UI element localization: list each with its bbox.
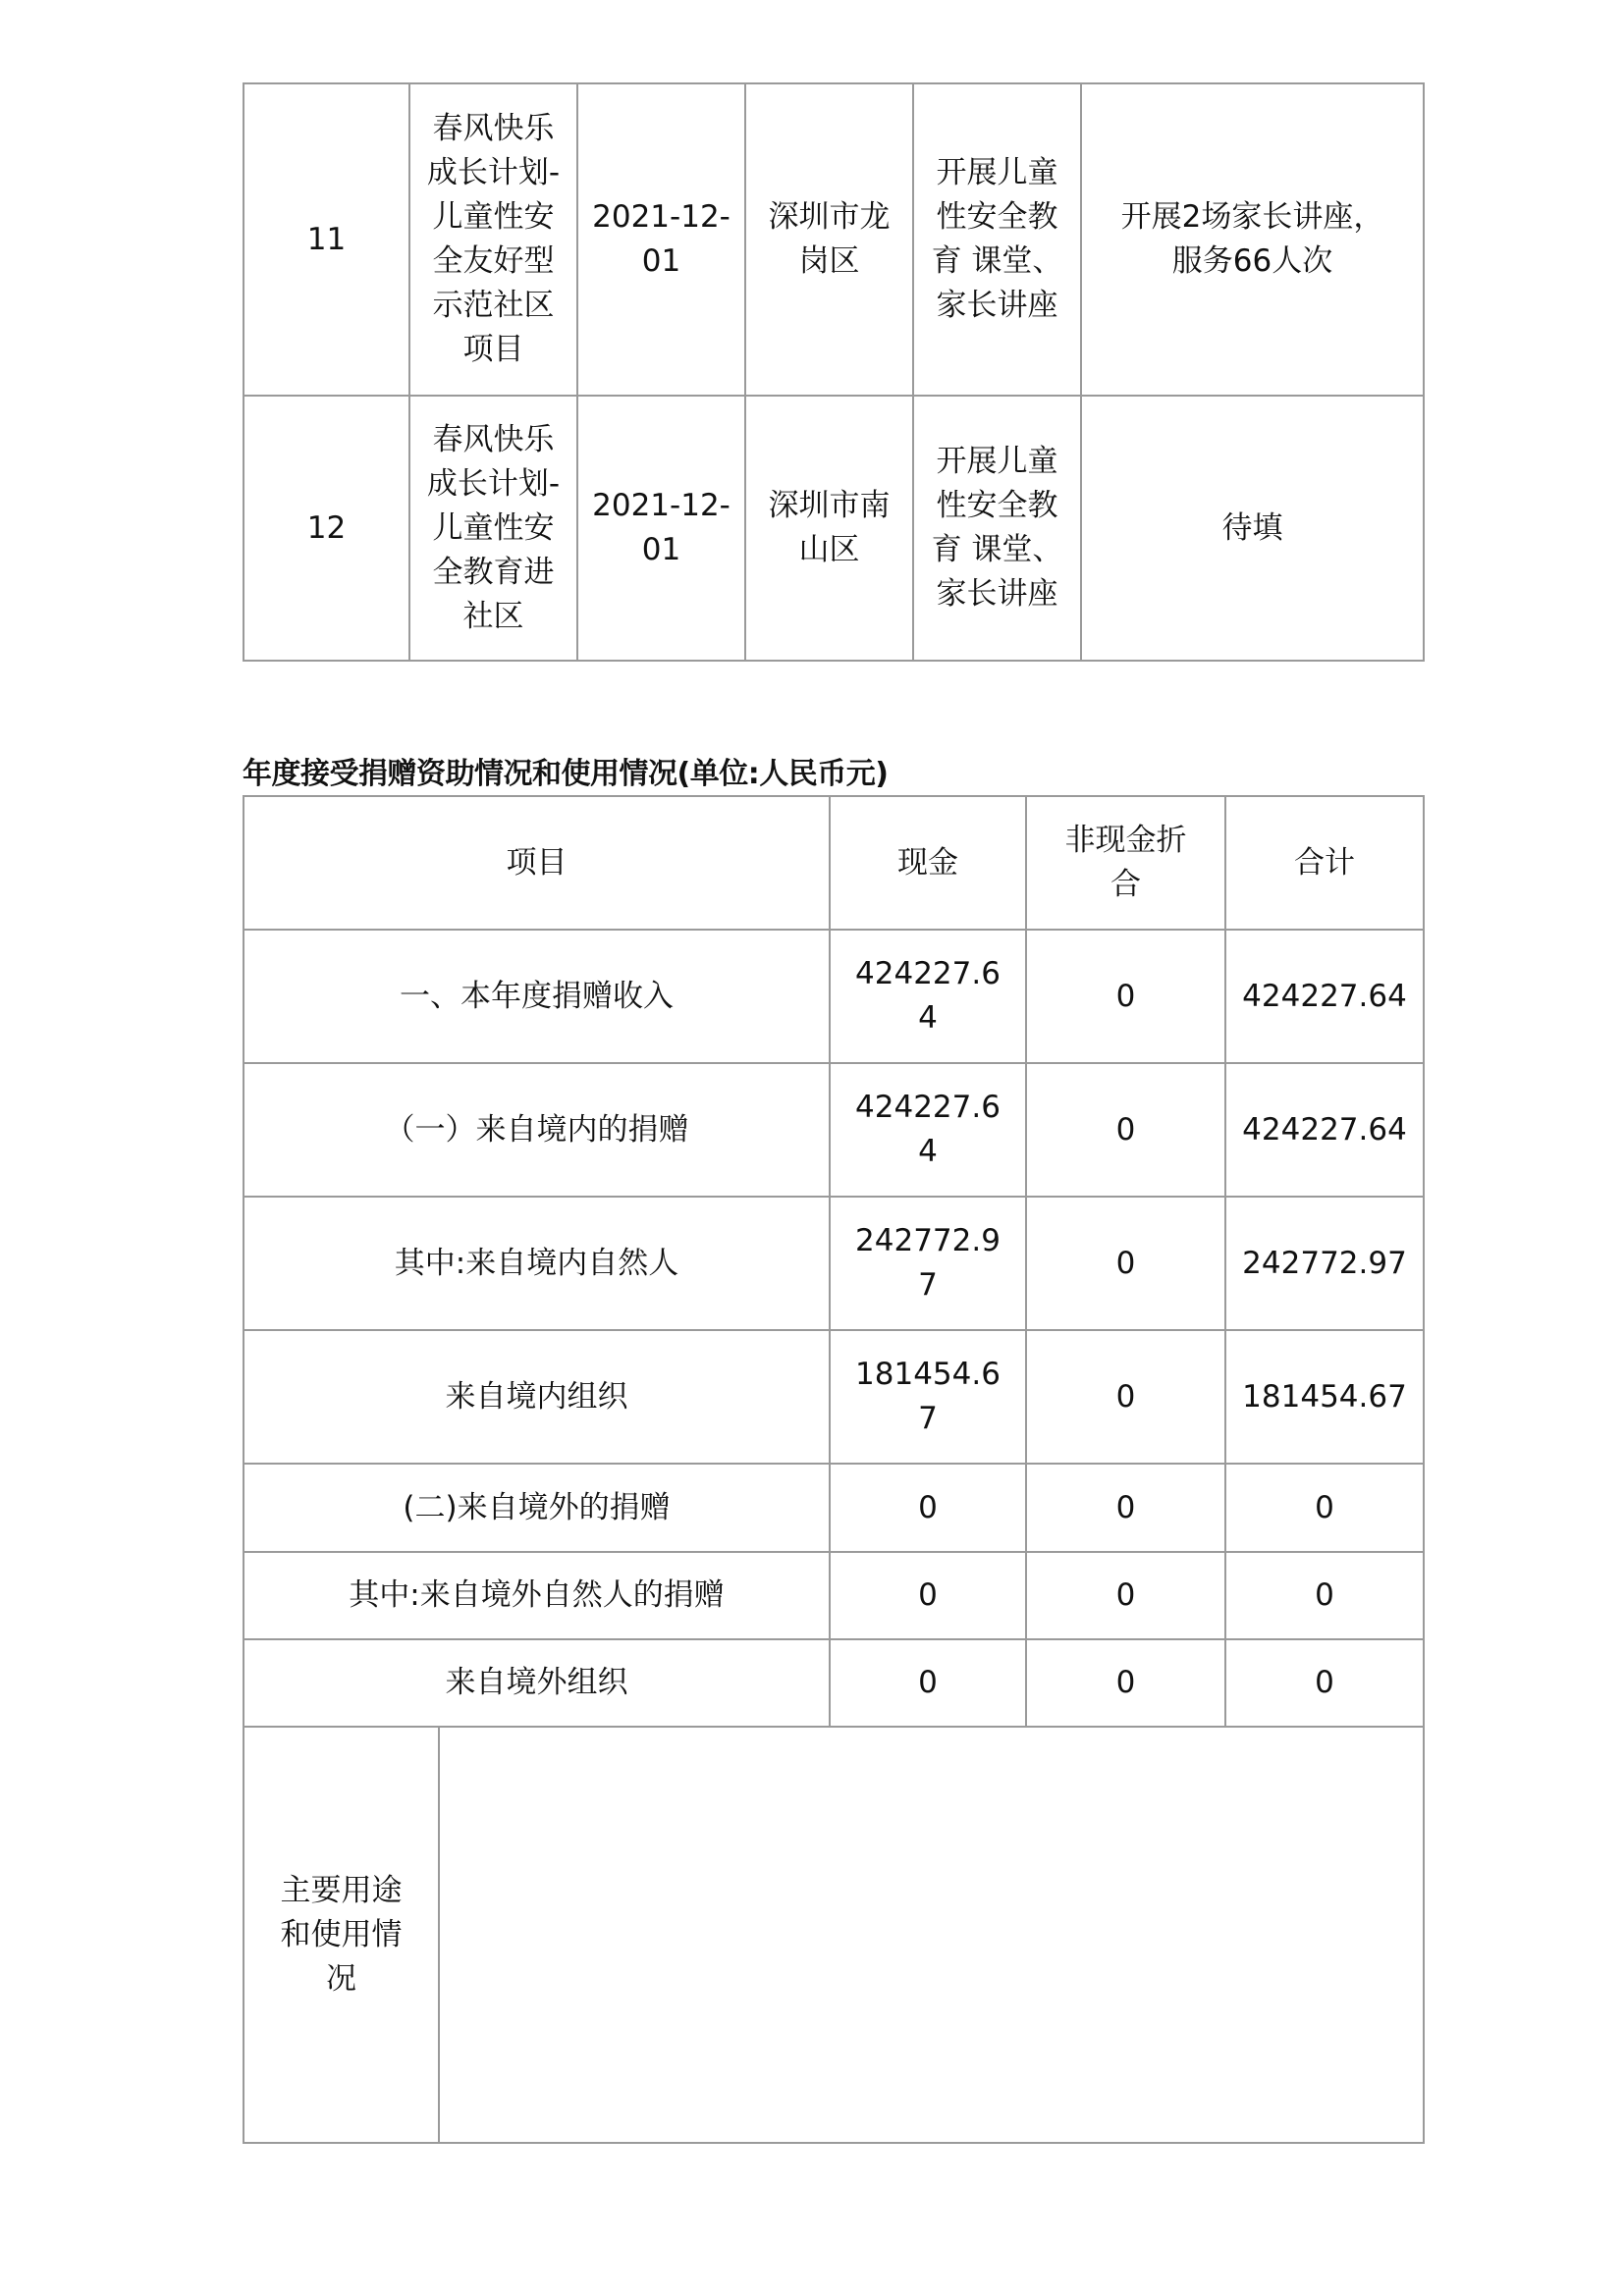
row-item: 其中:来自境外自然人的捐赠 xyxy=(244,1552,830,1639)
row-noncash: 0 xyxy=(1026,1639,1225,1727)
row-total: 181454.67 xyxy=(1225,1330,1424,1464)
table-row xyxy=(244,396,1424,661)
row-noncash: 0 xyxy=(1026,1464,1225,1552)
table-row xyxy=(244,1464,1424,1552)
row-total: 424227.64 xyxy=(1225,930,1424,1063)
row-total: 0 xyxy=(1225,1552,1424,1639)
row-noncash: 0 xyxy=(1026,1330,1225,1464)
project-location: 深圳市南山区 xyxy=(745,396,913,661)
table-row xyxy=(244,83,1424,396)
donations-table xyxy=(243,795,1425,2144)
project-result: 开展2场家长讲座，服务66人次 xyxy=(1081,83,1424,396)
table-row xyxy=(244,1552,1424,1639)
usage-content xyxy=(439,1727,1424,2143)
row-cash: 0 xyxy=(830,1464,1026,1552)
row-noncash: 0 xyxy=(1026,1552,1225,1639)
row-item: (二)来自境外的捐赠 xyxy=(244,1464,830,1552)
section-title: 年度接受捐赠资助情况和使用情况(单位:人民币元) xyxy=(243,757,889,791)
row-cash: 0 xyxy=(830,1552,1026,1639)
row-noncash: 0 xyxy=(1026,1063,1225,1197)
row-total: 0 xyxy=(1225,1464,1424,1552)
project-result: 待填 xyxy=(1081,396,1424,661)
row-total: 0 xyxy=(1225,1639,1424,1727)
row-cash: 424227.64 xyxy=(830,1063,1026,1197)
table-row xyxy=(244,930,1424,1063)
row-item: 其中:来自境内自然人 xyxy=(244,1197,830,1330)
project-content: 开展儿童性安全教育 课堂、家长讲座 xyxy=(913,396,1081,661)
project-number: 12 xyxy=(244,396,409,661)
row-item: 一、本年度捐赠收入 xyxy=(244,930,830,1063)
project-number: 11 xyxy=(244,83,409,396)
header-item: 项目 xyxy=(244,796,830,930)
row-total: 424227.64 xyxy=(1225,1063,1424,1197)
project-name: 春风快乐成长计划-儿童性安全教育进社区 xyxy=(409,396,577,661)
row-cash: 0 xyxy=(830,1639,1026,1727)
project-location: 深圳市龙岗区 xyxy=(745,83,913,396)
row-noncash: 0 xyxy=(1026,1197,1225,1330)
row-cash: 181454.67 xyxy=(830,1330,1026,1464)
header-total: 合计 xyxy=(1225,796,1424,930)
table-row xyxy=(244,1197,1424,1330)
project-date: 2021-12-01 xyxy=(577,396,745,661)
table-row xyxy=(244,1063,1424,1197)
row-item: 来自境外组织 xyxy=(244,1639,830,1727)
projects-table xyxy=(243,82,1425,662)
project-content: 开展儿童性安全教育 课堂、家长讲座 xyxy=(913,83,1081,396)
header-noncash: 非现金折合 xyxy=(1026,796,1225,930)
usage-label: 主要用途和使用情况 xyxy=(244,1727,439,2143)
header-row xyxy=(244,796,1424,930)
project-date: 2021-12-01 xyxy=(577,83,745,396)
row-cash: 424227.64 xyxy=(830,930,1026,1063)
row-cash: 242772.97 xyxy=(830,1197,1026,1330)
row-item: 来自境内组织 xyxy=(244,1330,830,1464)
table-row xyxy=(244,1330,1424,1464)
project-name: 春风快乐成长计划-儿童性安全友好型示范社区项目 xyxy=(409,83,577,396)
row-total: 242772.97 xyxy=(1225,1197,1424,1330)
row-item: （一）来自境内的捐赠 xyxy=(244,1063,830,1197)
header-cash: 现金 xyxy=(830,796,1026,930)
row-noncash: 0 xyxy=(1026,930,1225,1063)
usage-row xyxy=(244,1727,1424,2143)
table-row xyxy=(244,1639,1424,1727)
